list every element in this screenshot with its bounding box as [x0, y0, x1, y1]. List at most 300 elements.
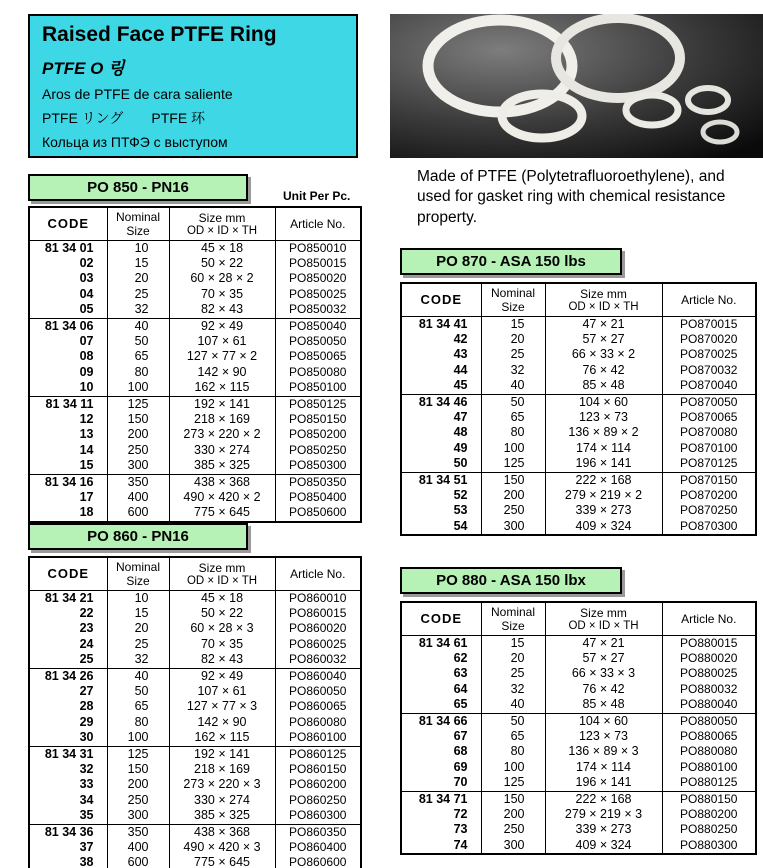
col-article-no: Article No. [275, 557, 361, 590]
size-mm-cell: 85 × 48 [545, 378, 662, 394]
article-no-cell: PO850300 [275, 458, 361, 474]
nominal-size-cell: 15 [107, 256, 169, 271]
product-label-po860: PO 860 - PN16 [28, 523, 248, 550]
code-cell: 65 [453, 697, 468, 712]
nominal-size-cell: 350 [107, 824, 169, 840]
article-no-cell: PO860080 [275, 715, 361, 730]
size-mm-cell: 45 × 18 [169, 240, 275, 256]
code-cell: 81 34 31 [29, 746, 107, 762]
table-row [401, 744, 756, 759]
article-no-cell: PO870125 [662, 456, 756, 472]
table-row [29, 505, 361, 521]
title-japanese-chinese: PTFE リング PTFE 环 [42, 110, 206, 126]
nominal-size-cell: 65 [481, 729, 545, 744]
code-cell: 13 [79, 427, 94, 442]
code-cell: 04 [79, 286, 94, 301]
article-no-cell: PO860400 [275, 840, 361, 855]
table-row [401, 332, 756, 347]
code-cell: 74 [453, 837, 468, 852]
nominal-size-cell: 80 [481, 744, 545, 759]
article-no-cell: PO870100 [662, 441, 756, 456]
table-row [29, 855, 361, 868]
table-row [29, 746, 361, 762]
article-no-cell: PO870020 [662, 332, 756, 347]
table-row [401, 488, 756, 503]
article-no-cell: PO850050 [275, 334, 361, 349]
col-nominal-size: Nominal Size [481, 602, 545, 635]
code-cell: 05 [79, 302, 94, 317]
nominal-size-cell: 150 [107, 412, 169, 427]
col-code: CODE [401, 283, 481, 316]
table-row [29, 240, 361, 256]
article-no-cell: PO860150 [275, 762, 361, 777]
table-row [29, 474, 361, 490]
size-mm-cell: 60 × 28 × 3 [169, 621, 275, 636]
size-mm-cell: 82 × 43 [169, 302, 275, 318]
table-row [401, 472, 756, 488]
article-no-cell: PO850400 [275, 490, 361, 505]
article-no-cell: PO880150 [662, 791, 756, 807]
code-cell: 44 [453, 362, 468, 377]
table-row [401, 666, 756, 681]
code-cell: 52 [453, 487, 468, 502]
article-no-cell: PO850020 [275, 271, 361, 286]
table-row [401, 441, 756, 456]
article-no-cell: PO860025 [275, 637, 361, 652]
article-no-cell: PO860065 [275, 699, 361, 714]
table-row [29, 840, 361, 855]
article-no-cell: PO870250 [662, 503, 756, 518]
size-mm-cell: 330 × 274 [169, 793, 275, 808]
table-row [29, 318, 361, 334]
code-cell: 37 [79, 840, 94, 854]
article-no-cell: PO850065 [275, 349, 361, 364]
nominal-size-cell: 50 [107, 684, 169, 699]
nominal-size-cell: 40 [107, 668, 169, 684]
size-mm-cell: 47 × 21 [545, 316, 662, 332]
size-mm-cell: 385 × 325 [169, 458, 275, 474]
article-no-cell: PO860020 [275, 621, 361, 636]
nominal-size-cell: 50 [481, 394, 545, 410]
article-no-cell: PO860032 [275, 652, 361, 668]
article-no-cell: PO870032 [662, 363, 756, 378]
code-cell: 08 [79, 349, 94, 364]
size-mm-cell: 50 × 22 [169, 256, 275, 271]
table-row [401, 838, 756, 854]
table-header-row [29, 557, 361, 590]
table-row [29, 490, 361, 505]
col-nominal-size: Nominal Size [107, 557, 169, 590]
table-row [401, 760, 756, 775]
article-no-cell: PO880200 [662, 807, 756, 822]
article-no-cell: PO850600 [275, 505, 361, 521]
table-row [29, 808, 361, 824]
code-cell: 25 [79, 652, 94, 667]
nominal-size-cell: 125 [481, 775, 545, 791]
size-mm-cell: 136 × 89 × 2 [545, 425, 662, 440]
code-cell: 49 [453, 440, 468, 455]
code-cell: 81 34 61 [418, 635, 468, 650]
nominal-size-cell: 200 [107, 427, 169, 442]
nominal-size-cell: 80 [107, 715, 169, 730]
size-mm-cell: 279 × 219 × 2 [545, 488, 662, 503]
nominal-size-cell: 350 [107, 474, 169, 490]
code-cell: 50 [453, 456, 468, 471]
code-cell: 45 [453, 378, 468, 393]
size-mm-cell: 490 × 420 × 2 [169, 490, 275, 505]
article-no-cell: PO850150 [275, 412, 361, 427]
table-row [29, 334, 361, 349]
size-mm-cell: 76 × 42 [545, 682, 662, 697]
code-cell: 48 [453, 425, 468, 440]
size-mm-cell: 273 × 220 × 3 [169, 777, 275, 792]
code-cell: 64 [453, 681, 468, 696]
article-no-cell: PO870025 [662, 347, 756, 362]
size-mm-cell: 66 × 33 × 3 [545, 666, 662, 681]
article-no-cell: PO870015 [662, 316, 756, 332]
size-mm-cell: 70 × 35 [169, 287, 275, 302]
article-no-cell: PO850125 [275, 396, 361, 412]
table-row [29, 458, 361, 474]
product-label-po880: PO 880 - ASA 150 lbx [400, 567, 622, 594]
table-row [401, 807, 756, 822]
title-korean: PTFE O 링 [42, 59, 125, 78]
table-row [401, 682, 756, 697]
table-row [29, 730, 361, 746]
table-row [29, 699, 361, 714]
code-cell: 15 [79, 458, 94, 473]
col-size-mm: Size mm OD × ID × TH [545, 283, 662, 316]
nominal-size-cell: 65 [107, 349, 169, 364]
col-code: CODE [401, 602, 481, 635]
table-row [29, 668, 361, 684]
nominal-size-cell: 40 [481, 378, 545, 394]
size-mm-cell: 218 × 169 [169, 762, 275, 777]
nominal-size-cell: 150 [481, 472, 545, 488]
code-cell: 81 34 01 [44, 240, 94, 255]
size-mm-cell: 385 × 325 [169, 808, 275, 824]
nominal-size-cell: 20 [107, 621, 169, 636]
table-po850 [28, 206, 362, 523]
size-mm-cell: 92 × 49 [169, 318, 275, 334]
article-no-cell: PO880040 [662, 697, 756, 713]
code-cell: 70 [453, 775, 468, 790]
nominal-size-cell: 10 [107, 240, 169, 256]
nominal-size-cell: 400 [107, 840, 169, 855]
code-cell: 81 34 36 [29, 824, 107, 840]
col-size-mm: Size mm OD × ID × TH [545, 602, 662, 635]
nominal-size-cell: 100 [481, 760, 545, 775]
table-row [401, 697, 756, 713]
article-no-cell: PO860010 [275, 590, 361, 606]
table-row [29, 652, 361, 668]
table-row [29, 396, 361, 412]
table-row [29, 287, 361, 302]
article-no-cell: PO850200 [275, 427, 361, 442]
nominal-size-cell: 300 [481, 519, 545, 535]
code-cell: 73 [453, 822, 468, 837]
code-cell: 81 34 11 [29, 396, 107, 412]
ptfe-rings-photo [390, 14, 763, 158]
rings-illustration [390, 14, 763, 158]
table-row [401, 456, 756, 472]
size-mm-cell: 47 × 21 [545, 635, 662, 651]
size-mm-cell: 775 × 645 [169, 505, 275, 521]
nominal-size-cell: 32 [107, 302, 169, 318]
nominal-size-cell: 400 [107, 490, 169, 505]
code-cell: 23 [79, 621, 94, 636]
table-row [29, 793, 361, 808]
nominal-size-cell: 20 [481, 651, 545, 666]
col-code: CODE [29, 557, 107, 590]
article-no-cell: PO880025 [662, 666, 756, 681]
table-row [29, 443, 361, 458]
code-cell: 42 [453, 331, 468, 346]
code-cell: 17 [79, 490, 94, 504]
size-mm-cell: 45 × 18 [169, 590, 275, 606]
product-label-po850: PO 850 - PN16 [28, 174, 248, 201]
code-cell: 81 34 46 [401, 394, 481, 410]
size-mm-cell: 339 × 273 [545, 503, 662, 518]
article-no-cell: PO860015 [275, 606, 361, 621]
table-row [29, 427, 361, 442]
table-row [401, 316, 756, 332]
size-mm-cell: 57 × 27 [545, 332, 662, 347]
col-size-mm: Size mm OD × ID × TH [169, 207, 275, 240]
article-no-cell: PO860040 [275, 668, 361, 684]
size-mm-cell: 330 × 274 [169, 443, 275, 458]
size-mm-cell: 438 × 368 [169, 474, 275, 490]
nominal-size-cell: 300 [107, 808, 169, 824]
nominal-size-cell: 250 [107, 793, 169, 808]
size-mm-cell: 123 × 73 [545, 410, 662, 425]
code-cell: 03 [79, 271, 94, 286]
size-mm-cell: 192 × 141 [169, 396, 275, 412]
nominal-size-cell: 25 [107, 287, 169, 302]
nominal-size-cell: 250 [107, 443, 169, 458]
nominal-size-cell: 40 [107, 318, 169, 334]
nominal-size-cell: 200 [481, 807, 545, 822]
size-mm-cell: 438 × 368 [169, 824, 275, 840]
table-row [401, 394, 756, 410]
size-mm-cell: 192 × 141 [169, 746, 275, 762]
code-cell: 81 34 41 [418, 316, 468, 331]
table-row [29, 365, 361, 380]
code-cell: 22 [79, 605, 94, 620]
code-cell: 30 [79, 730, 94, 745]
nominal-size-cell: 15 [481, 316, 545, 332]
size-mm-cell: 107 × 61 [169, 684, 275, 699]
size-mm-cell: 92 × 49 [169, 668, 275, 684]
article-no-cell: PO870065 [662, 410, 756, 425]
nominal-size-cell: 32 [481, 363, 545, 378]
article-no-cell: PO870050 [662, 394, 756, 410]
table-row [29, 256, 361, 271]
product-description: Made of PTFE (Polytetrafluoroethylene), and used for gasket ring with chemical resistance property. [417, 168, 726, 226]
table-row [29, 715, 361, 730]
table-header-row [401, 602, 756, 635]
nominal-size-cell: 80 [481, 425, 545, 440]
code-cell: 81 34 16 [29, 474, 107, 490]
col-nominal-size: Nominal Size [107, 207, 169, 240]
size-mm-cell: 76 × 42 [545, 363, 662, 378]
nominal-size-cell: 25 [107, 637, 169, 652]
table-row [29, 380, 361, 396]
code-cell: 29 [79, 714, 94, 729]
article-no-cell: PO850250 [275, 443, 361, 458]
nominal-size-cell: 125 [481, 456, 545, 472]
table-row [401, 791, 756, 807]
article-no-cell: PO860050 [275, 684, 361, 699]
article-no-cell: PO880125 [662, 775, 756, 791]
table-row [401, 729, 756, 744]
code-cell: 69 [453, 759, 468, 774]
article-no-cell: PO880015 [662, 635, 756, 651]
size-mm-cell: 85 × 48 [545, 697, 662, 713]
article-no-cell: PO860200 [275, 777, 361, 792]
size-mm-cell: 142 × 90 [169, 365, 275, 380]
size-mm-cell: 104 × 60 [545, 713, 662, 729]
size-mm-cell: 162 × 115 [169, 380, 275, 396]
table-row [401, 425, 756, 440]
nominal-size-cell: 100 [107, 380, 169, 396]
size-mm-cell: 123 × 73 [545, 729, 662, 744]
article-no-cell: PO850010 [275, 240, 361, 256]
code-cell: 12 [79, 411, 94, 426]
nominal-size-cell: 65 [107, 699, 169, 714]
size-mm-cell: 409 × 324 [545, 519, 662, 535]
nominal-size-cell: 80 [107, 365, 169, 380]
article-no-cell: PO880100 [662, 760, 756, 775]
nominal-size-cell: 10 [107, 590, 169, 606]
product-label-po870: PO 870 - ASA 150 lbs [400, 248, 622, 275]
size-mm-cell: 82 × 43 [169, 652, 275, 668]
nominal-size-cell: 200 [107, 777, 169, 792]
size-mm-cell: 222 × 168 [545, 472, 662, 488]
nominal-size-cell: 600 [107, 855, 169, 868]
article-no-cell: PO870300 [662, 519, 756, 535]
nominal-size-cell: 250 [481, 822, 545, 837]
title-russian: Кольца из ПТФЭ с выступом [42, 134, 228, 150]
code-cell: 81 34 06 [29, 318, 107, 334]
size-mm-cell: 490 × 420 × 3 [169, 840, 275, 855]
article-no-cell: PO850100 [275, 380, 361, 396]
code-cell: 81 34 71 [401, 791, 481, 807]
nominal-size-cell: 125 [107, 396, 169, 412]
table-row [401, 519, 756, 535]
table-po880 [400, 601, 757, 855]
col-article-no: Article No. [662, 602, 756, 635]
table-row [401, 503, 756, 518]
nominal-size-cell: 150 [107, 762, 169, 777]
code-cell: 10 [79, 380, 94, 395]
article-no-cell: PO860300 [275, 808, 361, 824]
size-mm-cell: 162 × 115 [169, 730, 275, 746]
code-cell: 54 [453, 518, 468, 533]
code-cell: 14 [79, 442, 94, 457]
table-row [29, 606, 361, 621]
nominal-size-cell: 20 [481, 332, 545, 347]
code-cell: 43 [453, 347, 468, 362]
size-mm-cell: 273 × 220 × 2 [169, 427, 275, 442]
table-row [401, 410, 756, 425]
code-cell: 67 [453, 728, 468, 743]
size-mm-cell: 339 × 273 [545, 822, 662, 837]
table-row [29, 412, 361, 427]
code-cell: 81 34 21 [44, 590, 94, 605]
size-mm-cell: 222 × 168 [545, 791, 662, 807]
article-no-cell: PO860125 [275, 746, 361, 762]
code-cell: 62 [453, 650, 468, 665]
nominal-size-cell: 25 [481, 347, 545, 362]
article-no-cell: PO860250 [275, 793, 361, 808]
article-no-cell: PO850040 [275, 318, 361, 334]
code-cell: 09 [79, 364, 94, 379]
code-cell: 27 [79, 683, 94, 698]
table-row [401, 363, 756, 378]
article-no-cell: PO870150 [662, 472, 756, 488]
code-cell: 18 [79, 505, 94, 520]
nominal-size-cell: 32 [481, 682, 545, 697]
table-row [29, 824, 361, 840]
code-cell: 63 [453, 666, 468, 681]
code-cell: 47 [453, 409, 468, 424]
table-row [401, 378, 756, 394]
nominal-size-cell: 25 [481, 666, 545, 681]
nominal-size-cell: 50 [107, 334, 169, 349]
nominal-size-cell: 32 [107, 652, 169, 668]
table-row [401, 713, 756, 729]
code-cell: 24 [79, 636, 94, 651]
col-article-no: Article No. [275, 207, 361, 240]
size-mm-cell: 127 × 77 × 3 [169, 699, 275, 714]
article-no-cell: PO850025 [275, 287, 361, 302]
table-row [401, 635, 756, 651]
title-box [28, 14, 358, 158]
article-no-cell: PO880032 [662, 682, 756, 697]
code-cell: 35 [79, 808, 94, 823]
size-mm-cell: 57 × 27 [545, 651, 662, 666]
article-no-cell: PO880050 [662, 713, 756, 729]
nominal-size-cell: 300 [107, 458, 169, 474]
table-row [29, 590, 361, 606]
nominal-size-cell: 600 [107, 505, 169, 521]
article-no-cell: PO850350 [275, 474, 361, 490]
size-mm-cell: 174 × 114 [545, 760, 662, 775]
code-cell: 68 [453, 744, 468, 759]
code-cell: 02 [79, 255, 94, 270]
size-mm-cell: 174 × 114 [545, 441, 662, 456]
article-no-cell: PO880020 [662, 651, 756, 666]
code-cell: 38 [79, 855, 94, 868]
size-mm-cell: 409 × 324 [545, 838, 662, 854]
article-no-cell: PO880065 [662, 729, 756, 744]
table-row [401, 822, 756, 837]
size-mm-cell: 127 × 77 × 2 [169, 349, 275, 364]
article-no-cell: PO870200 [662, 488, 756, 503]
article-no-cell: PO880300 [662, 838, 756, 854]
nominal-size-cell: 50 [481, 713, 545, 729]
code-cell: 72 [453, 806, 468, 821]
size-mm-cell: 279 × 219 × 3 [545, 807, 662, 822]
size-mm-cell: 70 × 35 [169, 637, 275, 652]
table-row [29, 637, 361, 652]
size-mm-cell: 196 × 141 [545, 456, 662, 472]
unit-label: Unit Per Pc. [283, 189, 351, 203]
nominal-size-cell: 100 [107, 730, 169, 746]
article-no-cell: PO860100 [275, 730, 361, 746]
size-mm-cell: 142 × 90 [169, 715, 275, 730]
